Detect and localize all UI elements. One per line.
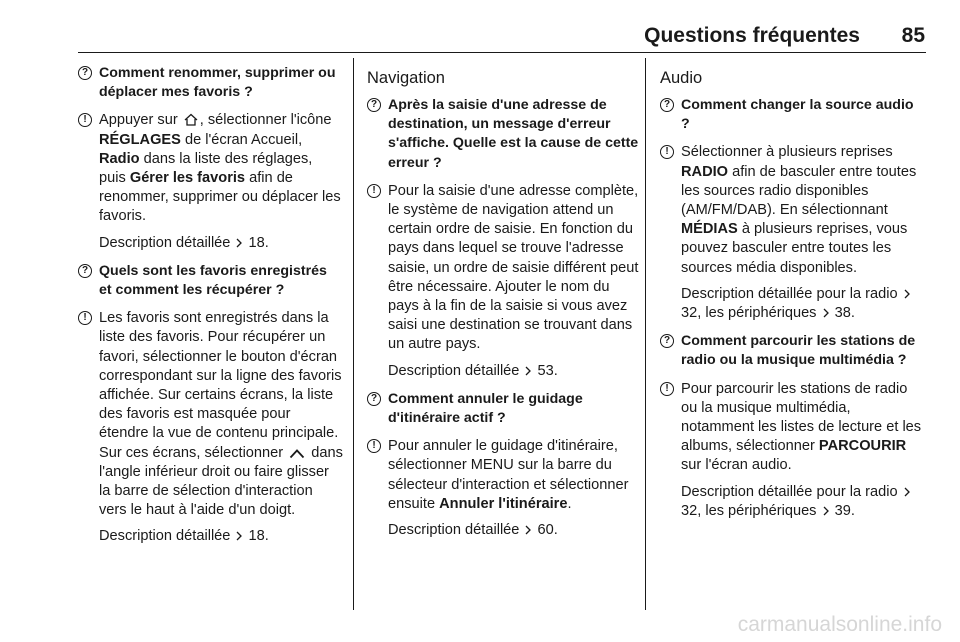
page-reference-icon [525, 525, 531, 535]
question-icon: ? [78, 264, 92, 278]
page-reference-icon [823, 308, 829, 318]
answer-rename-favorites: ! Appuyer sur , sélectionner l'icône RÉGLAGES de l'écran Accueil, Radio dans la liste des réglages, puis Gérer les favoris afin de renommer, supprimer ou déplacer les favoris. [78, 111, 343, 226]
home-icon [184, 113, 198, 126]
reference-detail: Description détaillée 53. [388, 362, 558, 379]
section-title-audio: Audio [660, 69, 703, 87]
question-rename-favorites: ? Comment renommer, supprimer ou déplacer mes favoris ? [78, 64, 343, 102]
answer-change-source: ! Sélectionner à plusieurs reprises RADIO afin de basculer entre toutes les sources radio disponibles (AM/FM/DAB). En sélectionnant MÉDIAS à plusieurs reprises, vous pouvez basculer entre toutes les sources média disponibles. [660, 143, 926, 277]
question-icon: ? [367, 98, 381, 112]
question-icon: ? [78, 66, 92, 80]
page-reference-icon [904, 487, 910, 497]
exclamation-icon: ! [660, 382, 674, 396]
question-icon: ? [660, 98, 674, 112]
question-browse-media: ? Comment parcourir les stations de radio ou la musique multimédia ? [660, 332, 926, 370]
answer-favorites-stored: ! Les favoris sont enregistrés dans la liste des favoris. Pour récupérer un favori, sélectionner le bouton d'écran correspondant sur la ligne des favoris affichée. Sur certains écrans, la liste des favoris est masquée pour étendre la vue de contenu principale. Sur ces écrans, sélectionner dans l'angle inférieur droit ou faire glisser la barre de sélection d'interaction vers le haut à l'aide d'un doigt. [78, 309, 343, 520]
reference-detail: Description détaillée 18. [99, 234, 269, 251]
reference-detail: Description détaillée 60. [388, 522, 558, 539]
column-divider-2 [645, 58, 646, 610]
question-icon: ? [367, 392, 381, 406]
exclamation-icon: ! [78, 311, 92, 325]
answer-cancel-guidance: ! Pour annuler le guidage d'itinéraire, sélectionner MENU sur la barre du sélecteur d'interaction et sélectionner ensuite Annuler l'itinéraire. [367, 437, 639, 514]
page-reference-icon [525, 366, 531, 376]
reference-detail: Description détaillée pour la radio 32, les périphériques 38. [660, 285, 926, 323]
section-title-navigation: Navigation [367, 69, 445, 87]
reference-detail: Description détaillée pour la radio 32, les périphériques 39. [660, 483, 926, 521]
column-audio [660, 64, 926, 530]
exclamation-icon: ! [660, 145, 674, 159]
question-cancel-guidance: ? Comment annuler le guidage d'itinéraire actif ? [367, 390, 639, 428]
exclamation-icon: ! [78, 113, 92, 127]
answer-address-error: ! Pour la saisie d'une adresse complète, le système de navigation attend un certain ordre de saisie. En fonction du pays dans lequel se trouve l'adresse saisie, un ordre de saisie différent peut être nécessaire. Ajouter le nom du pays à la fin de la saisie si vous avez saisi une destination se trouvant dans un autre pays. [367, 182, 639, 355]
page-reference-icon [823, 506, 829, 516]
exclamation-icon: ! [367, 184, 381, 198]
page-reference-icon [236, 238, 242, 248]
page-number: 85 [901, 24, 925, 47]
question-icon: ? [660, 334, 674, 348]
question-favorites-stored: ? Quels sont les favoris enregistrés et comment les récupérer ? [78, 262, 343, 300]
chevron-up-icon [289, 448, 305, 459]
question-change-source: ? Comment changer la source audio ? [660, 96, 926, 134]
page-reference-icon [904, 289, 910, 299]
answer-browse-media: ! Pour parcourir les stations de radio ou la musique multimédia, notamment les listes de lecture et les albums, sélectionner PARCOURIR sur l'écran audio. [660, 380, 926, 476]
column-favorites [78, 64, 343, 556]
watermark: carmanualsonline.info [737, 613, 942, 636]
header-divider [78, 52, 926, 53]
column-navigation [367, 64, 639, 549]
page-reference-icon [236, 531, 242, 541]
question-address-error: ? Après la saisie d'une adresse de destination, un message d'erreur s'affiche. Quelle est la cause de cette erreur ? [367, 96, 639, 173]
page-header-title: Questions fréquentes [644, 24, 860, 47]
reference-detail: Description détaillée 18. [99, 528, 269, 545]
exclamation-icon: ! [367, 439, 381, 453]
